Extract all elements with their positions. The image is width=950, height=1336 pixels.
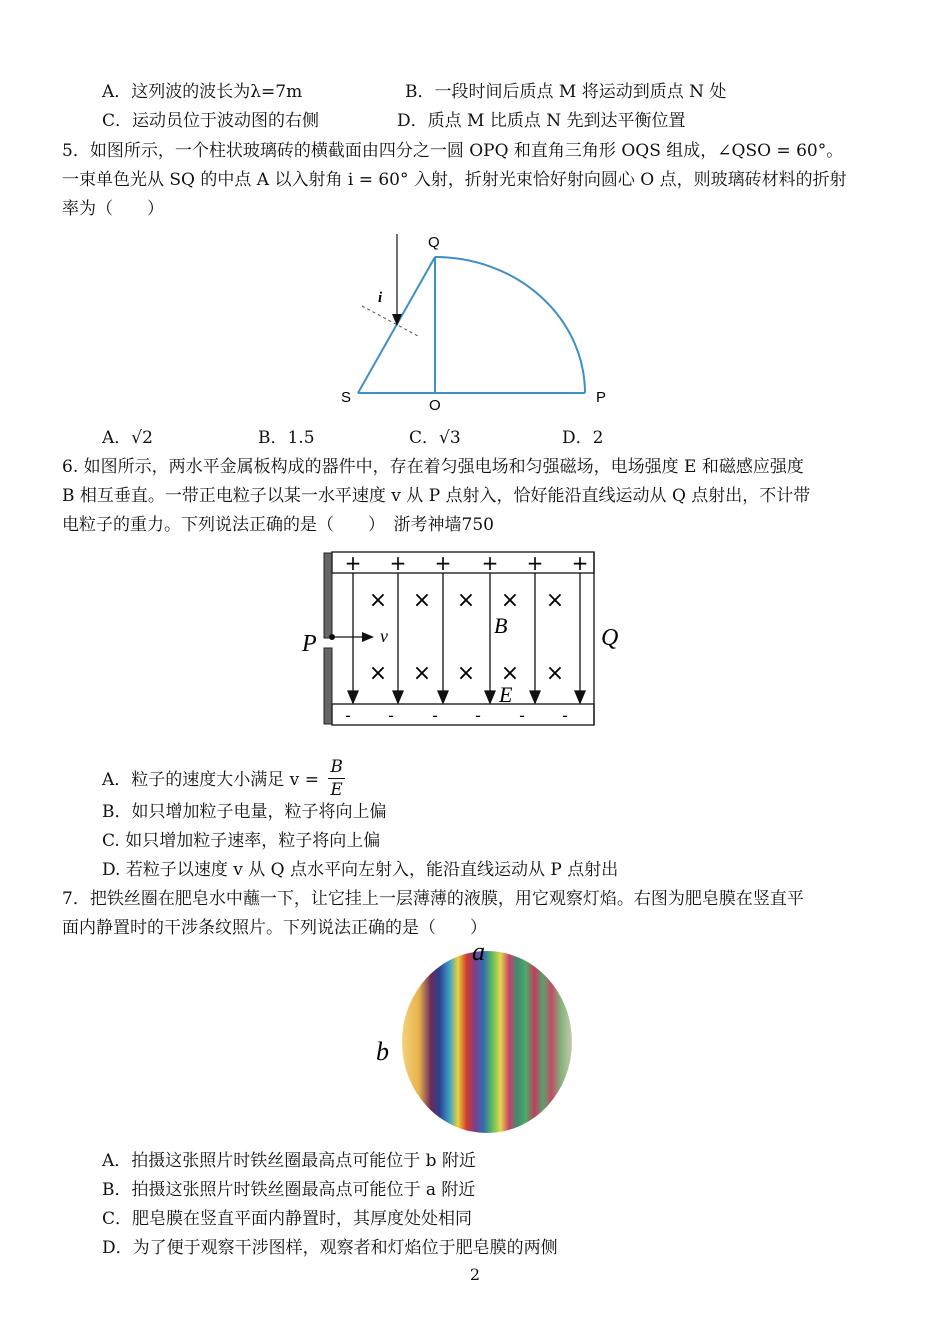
q6-cross: × bbox=[456, 588, 476, 613]
q5-stem-line3: 率为（ ） bbox=[62, 199, 164, 219]
q5-label-p: P bbox=[596, 389, 607, 406]
q6-option-d: D. 若粒子以速度 v 从 Q 点水平向左射入，能沿直线运动从 P 点射出 bbox=[102, 860, 619, 880]
q6-top-plate bbox=[332, 552, 594, 573]
q6-label-q: Q bbox=[601, 625, 619, 651]
q6-stem-line1: 6. 如图所示，两水平金属板构成的器件中，存在着匀强电场和匀强磁场，电场强度 E 和磁感应强度 bbox=[62, 457, 804, 477]
q7-label-b: b bbox=[376, 1037, 389, 1066]
q7-label-a: a bbox=[472, 940, 485, 966]
q6-cross: × bbox=[545, 661, 565, 686]
q6-left-plate-upper bbox=[324, 553, 332, 638]
q5-figure bbox=[330, 228, 620, 413]
q4-option-b: B．一段时间后质点 M 将运动到质点 N 处 bbox=[405, 82, 727, 102]
q6-stem-line2: B 相互垂直。一带正电粒子以某一水平速度 v 从 P 点射入，恰好能沿直线运动从 Q 点射出，不计带 bbox=[62, 486, 811, 506]
q7-figure bbox=[370, 940, 580, 1140]
q6-cross: × bbox=[368, 588, 388, 613]
q6-velocity-arrowhead bbox=[362, 632, 374, 642]
q6-bottom-plate bbox=[332, 704, 594, 725]
q6-label-v: v bbox=[380, 626, 388, 646]
q6-cross: × bbox=[500, 661, 520, 686]
q6-left-plate-lower bbox=[324, 648, 332, 724]
q6-minus-sign: - bbox=[562, 706, 568, 725]
q6-label-e: E bbox=[499, 682, 513, 707]
q6-minus-sign: - bbox=[432, 706, 438, 725]
q7-option-b: B．拍摄这张照片时铁丝圈最高点可能位于 a 附近 bbox=[102, 1180, 476, 1200]
q6-minus-sign: - bbox=[388, 706, 394, 725]
q7-stem-line2: 面内静置时的干涉条纹照片。下列说法正确的是（ ） bbox=[62, 918, 487, 938]
q6-plus-sign: + bbox=[481, 551, 499, 575]
q5-label-s: S bbox=[341, 389, 352, 406]
q7-soap-film-photo bbox=[402, 951, 572, 1133]
q6-plus-sign: + bbox=[526, 551, 544, 575]
q6-cross: × bbox=[456, 661, 476, 686]
q6-plus-sign: + bbox=[344, 551, 362, 575]
q5-label-o: O bbox=[429, 397, 441, 413]
q6-option-a-fraction bbox=[328, 756, 345, 801]
q4-option-d: D．质点 M 比质点 N 先到达平衡位置 bbox=[397, 111, 686, 131]
q5-incident-arrow bbox=[392, 314, 402, 326]
q5-label-i: i bbox=[378, 290, 383, 306]
q6-cross: × bbox=[545, 588, 565, 613]
q6-option-a-prefix: A．粒子的速度大小满足 v = bbox=[102, 770, 319, 790]
q6-option-b: B．如只增加粒子电量，粒子将向上偏 bbox=[102, 802, 387, 822]
q5-option-b: B．1.5 bbox=[258, 428, 315, 448]
q6-stem-line3: 电粒子的重力。下列说法正确的是（ ） 浙考神墙750 bbox=[62, 515, 494, 535]
q6-fraction-denominator: E bbox=[330, 780, 343, 800]
q6-option-a bbox=[102, 758, 345, 803]
q6-minus-sign: - bbox=[519, 706, 525, 725]
q6-plus-sign: + bbox=[389, 551, 407, 575]
q6-plus-sign: + bbox=[434, 551, 452, 575]
q6-cross: × bbox=[412, 661, 432, 686]
q6-cross: × bbox=[368, 661, 388, 686]
q6-label-b: B bbox=[494, 613, 508, 638]
q4-option-c: C．运动员位于波动图的右侧 bbox=[102, 111, 320, 131]
page-number: 2 bbox=[469, 1265, 481, 1284]
q5-stem-line1: 5．如图所示，一个柱状玻璃砖的横截面由四分之一圆 OPQ 和直角三角形 OQS 组成，∠QSO = 60°。 bbox=[62, 141, 844, 161]
q5-normal-line bbox=[362, 306, 418, 336]
q6-plus-sign: + bbox=[571, 551, 589, 575]
q6-minus-sign: - bbox=[475, 706, 481, 725]
q6-figure bbox=[298, 545, 638, 730]
q6-label-p: P bbox=[302, 631, 317, 657]
q6-minus-sign: - bbox=[345, 706, 351, 725]
q6-option-c: C. 如只增加粒子速率，粒子将向上偏 bbox=[102, 831, 381, 851]
q5-option-c: C．√3 bbox=[409, 428, 461, 448]
q5-figure-glass-shape bbox=[358, 257, 585, 393]
q6-fraction-numerator: B bbox=[330, 757, 343, 777]
q5-label-q: Q bbox=[428, 234, 440, 251]
q4-option-a: A．这列波的波长为λ=7m bbox=[102, 82, 303, 102]
q7-option-c: C．肥皂膜在竖直平面内静置时，其厚度处处相同 bbox=[102, 1209, 473, 1229]
q7-option-a: A．拍摄这张照片时铁丝圈最高点可能位于 b 附近 bbox=[102, 1151, 476, 1171]
q7-option-d: D．为了便于观察干涉图样，观察者和灯焰位于肥皂膜的两侧 bbox=[102, 1238, 558, 1258]
q6-cross: × bbox=[412, 588, 432, 613]
q5-option-a: A．√2 bbox=[102, 428, 153, 448]
q5-option-d: D．2 bbox=[562, 428, 604, 448]
q5-stem-line2: 一束单色光从 SQ 的中点 A 以入射角 i = 60° 入射，折射光束恰好射向圆心 O 点，则玻璃砖材料的折射 bbox=[62, 170, 847, 190]
q6-cross: × bbox=[500, 588, 520, 613]
q7-stem-line1: 7．把铁丝圈在肥皂水中蘸一下，让它挂上一层薄薄的液膜，用它观察灯焰。右图为肥皂膜在竖直平 bbox=[62, 889, 804, 909]
